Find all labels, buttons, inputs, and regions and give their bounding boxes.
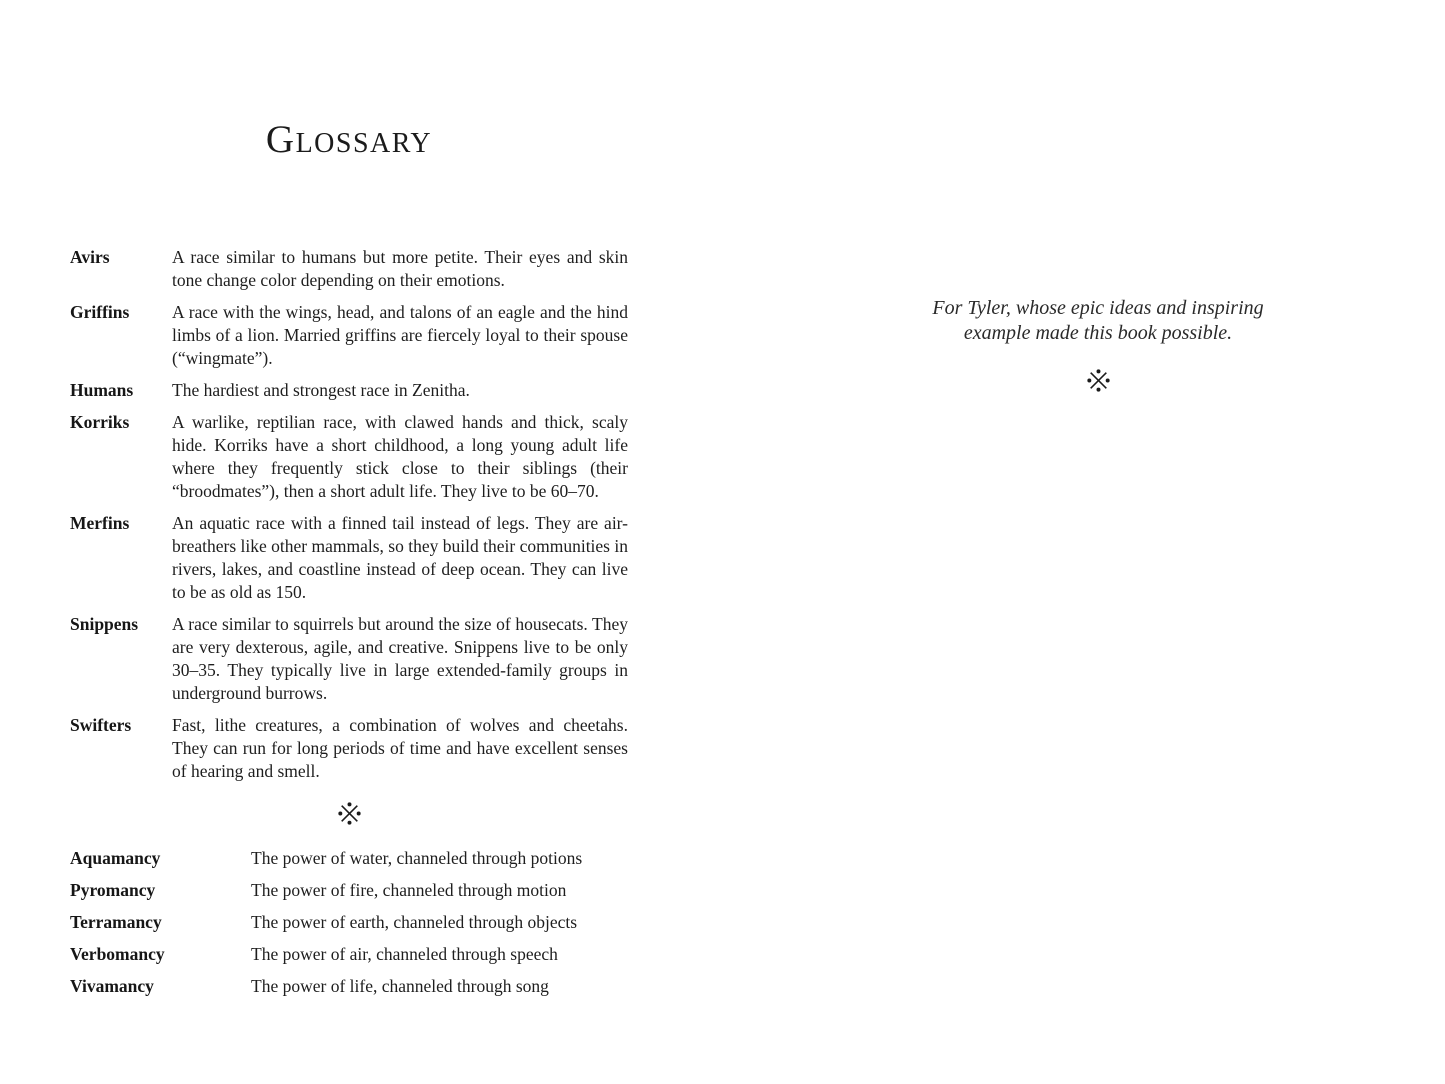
dedication-text [898, 296, 1298, 346]
glossary-definition: The power of earth, channeled through objects [251, 912, 578, 932]
glossary-entry-swifters [70, 714, 628, 783]
glossary-content [70, 246, 628, 1007]
glossary-definition: The power of fire, channeled through motion [251, 880, 567, 900]
glossary-term: Korriks [70, 412, 130, 432]
race-glossary-list [70, 246, 628, 783]
dedication-line: For Tyler, whose epic ideas and inspiring [932, 297, 1264, 319]
glossary-term: Snippens [70, 614, 139, 634]
glossary-definition: The power of water, channeled through potions [251, 848, 583, 868]
glossary-entry-avirs [70, 246, 628, 292]
glossary-definition: The power of life, channeled through song [251, 976, 549, 996]
glossary-entry-griffins [70, 301, 628, 370]
glossary-entry-verbomancy [70, 943, 628, 966]
glossary-term: Humans [70, 380, 134, 400]
glossary-definition: A warlike, reptilian race, with clawed hands and thick, scaly hide. Korriks have a short childhood, a long young adult life where they frequently stick close to their siblings (their “broodmates”), then a short adult life. They live to be 60–70. [172, 412, 628, 501]
section-divider [70, 799, 628, 827]
glossary-term: Merfins [70, 513, 130, 533]
glossary-term: Vivamancy [70, 976, 154, 996]
glossary-term: Verbomancy [70, 944, 165, 964]
glossary-definition: A race similar to humans but more petite. Their eyes and skin tone change color depending on their emotions. [172, 247, 628, 290]
glossary-entry-vivamancy [70, 975, 628, 998]
glossary-entry-merfins [70, 512, 628, 604]
glossary-term: Terramancy [70, 912, 162, 932]
glossary-term: Aquamancy [70, 848, 161, 868]
glossary-entry-snippens [70, 613, 628, 705]
glossary-entry-humans [70, 379, 628, 402]
glossary-term: Griffins [70, 302, 130, 322]
glossary-definition: The power of air, channeled through speech [251, 944, 558, 964]
glossary-definition: Fast, lithe creatures, a combination of wolves and cheetahs. They can run for long periods of time and have excellent senses of hearing and smell. [172, 715, 628, 781]
page-title-initial: G [265, 118, 296, 161]
dedication-end-divider [898, 366, 1298, 394]
glossary-definition: The hardiest and strongest race in Zenitha. [172, 380, 470, 400]
glossary-entry-aquamancy [70, 847, 628, 870]
reference-mark-icon [1086, 371, 1111, 388]
glossary-definition: A race with the wings, head, and talons of an eagle and the hind limbs of a lion. Married griffins are fiercely loyal to their spouse (“wingmate”). [172, 302, 628, 368]
magic-glossary-list [70, 847, 628, 998]
glossary-entry-pyromancy [70, 879, 628, 902]
glossary-term: Swifters [70, 715, 132, 735]
glossary-entry-korriks [70, 411, 628, 503]
glossary-definition: A race similar to squirrels but around the size of housecats. They are very dexterous, agile, and creative. Snippens live to be only 30–35. They typically live in large extended-family groups in underground burrows. [172, 614, 628, 703]
dedication-line: example made this book possible. [963, 322, 1233, 344]
glossary-term: Pyromancy [70, 880, 156, 900]
glossary-term: Avirs [70, 247, 110, 267]
glossary-entry-terramancy [70, 911, 628, 934]
glossary-definition: An aquatic race with a finned tail instead of legs. They are air-breathers like other mammals, so they build their communities in rivers, lakes, and coastline instead of deep ocean. They can live to be as old as 150. [172, 513, 628, 602]
page-title [70, 118, 628, 166]
page-title-rest: LOSSARY [295, 128, 433, 159]
reference-mark-icon [337, 804, 362, 821]
